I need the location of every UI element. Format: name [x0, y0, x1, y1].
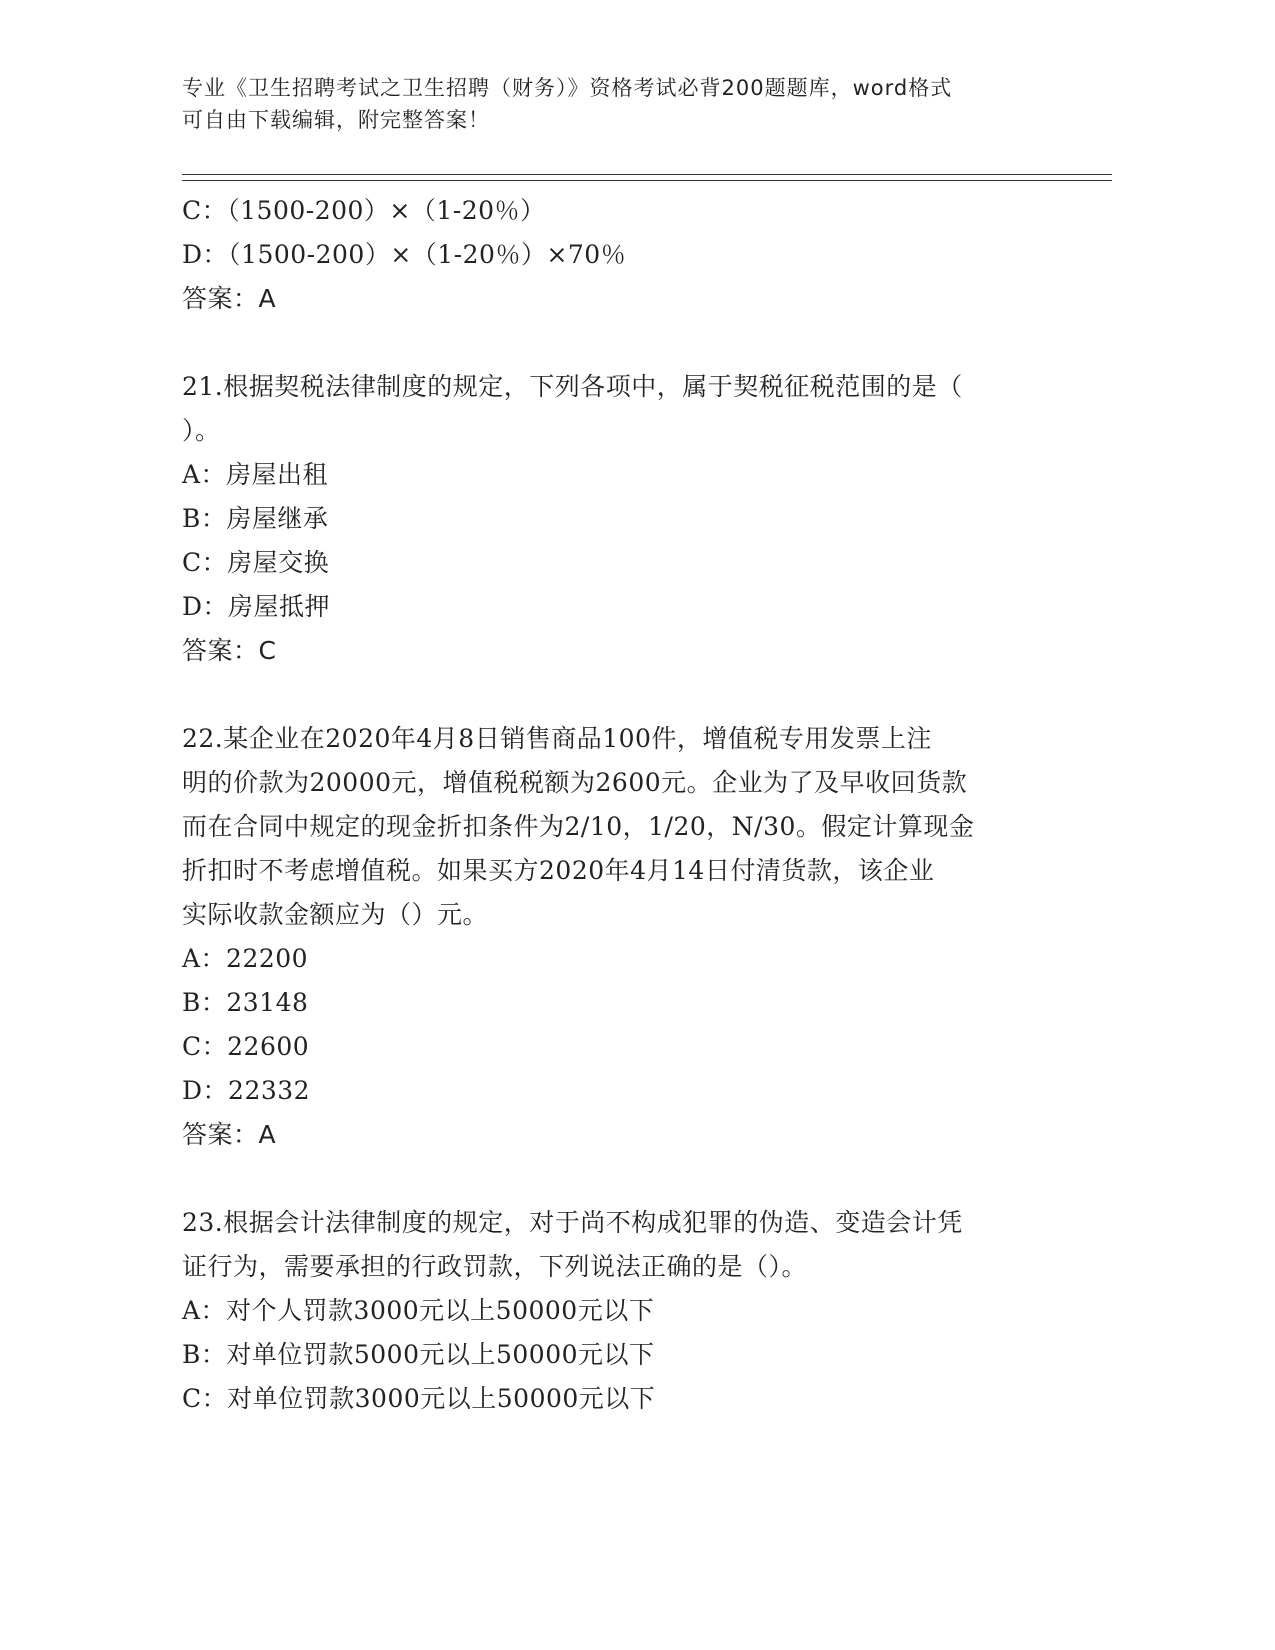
question-content: [182, 189, 1062, 1421]
q21-option-d: D：房屋抵押: [182, 592, 331, 621]
q21-answer: 答案：C: [182, 636, 277, 665]
spacer: [182, 321, 1062, 365]
q22-option-b: B：23148: [182, 988, 309, 1017]
prev-answer: 答案：A: [182, 284, 277, 313]
q22-stem-line-4: 折扣时不考虑增值税。如果买方2020年4月14日付清货款，该企业: [182, 856, 935, 885]
q23-stem-line-2: 证行为，需要承担的行政罚款，下列说法正确的是（）。: [182, 1252, 808, 1281]
q22-stem-line-1: 22.某企业在2020年4月8日销售商品100件，增值税专用发票上注: [182, 724, 932, 753]
q22-option-c: C：22600: [182, 1032, 310, 1061]
q22-stem-line-2: 明的价款为20000元，增值税税额为2600元。企业为了及早收回货款: [182, 768, 968, 797]
q22-option-d: D：22332: [182, 1076, 311, 1105]
header-divider-bottom: [182, 180, 1112, 181]
q21-option-c: C：房屋交换: [182, 548, 330, 577]
page-header: [182, 72, 1062, 136]
q21-stem-line-2: ）。: [182, 416, 221, 445]
q23-option-b: B：对单位罚款5000元以上50000元以下: [182, 1340, 655, 1369]
q21-stem-line-1: 21.根据契税法律制度的规定，下列各项中，属于契税征税范围的是（: [182, 372, 963, 401]
q23-stem-line-1: 23.根据会计法律制度的规定，对于尚不构成犯罪的伪造、变造会计凭: [182, 1208, 963, 1237]
q22-stem-line-3: 而在合同中规定的现金折扣条件为2/10，1/20，N/30。假定计算现金: [182, 812, 975, 841]
q22-stem-line-5: 实际收款金额应为（）元。: [182, 900, 489, 929]
q23-option-c: C：对单位罚款3000元以上50000元以下: [182, 1384, 656, 1413]
q22-option-a: A：22200: [182, 944, 309, 973]
prev-option-d: D：（1500-200）×（1-20％）×70％: [182, 240, 627, 269]
q21-option-b: B：房屋继承: [182, 504, 329, 533]
spacer: [182, 673, 1062, 717]
q22-answer: 答案：A: [182, 1120, 277, 1149]
spacer: [182, 1157, 1062, 1201]
header-line-2: 可自由下载编辑，附完整答案！: [182, 108, 490, 132]
q21-option-a: A：房屋出租: [182, 460, 329, 489]
prev-option-c: C：（1500-200）×（1-20％）: [182, 196, 546, 225]
header-line-1: 专业《卫生招聘考试之卫生招聘（财务）》资格考试必背200题题库，word格式: [182, 76, 953, 100]
header-divider-top: [182, 174, 1112, 175]
q23-option-a: A：对个人罚款3000元以上50000元以下: [182, 1296, 655, 1325]
